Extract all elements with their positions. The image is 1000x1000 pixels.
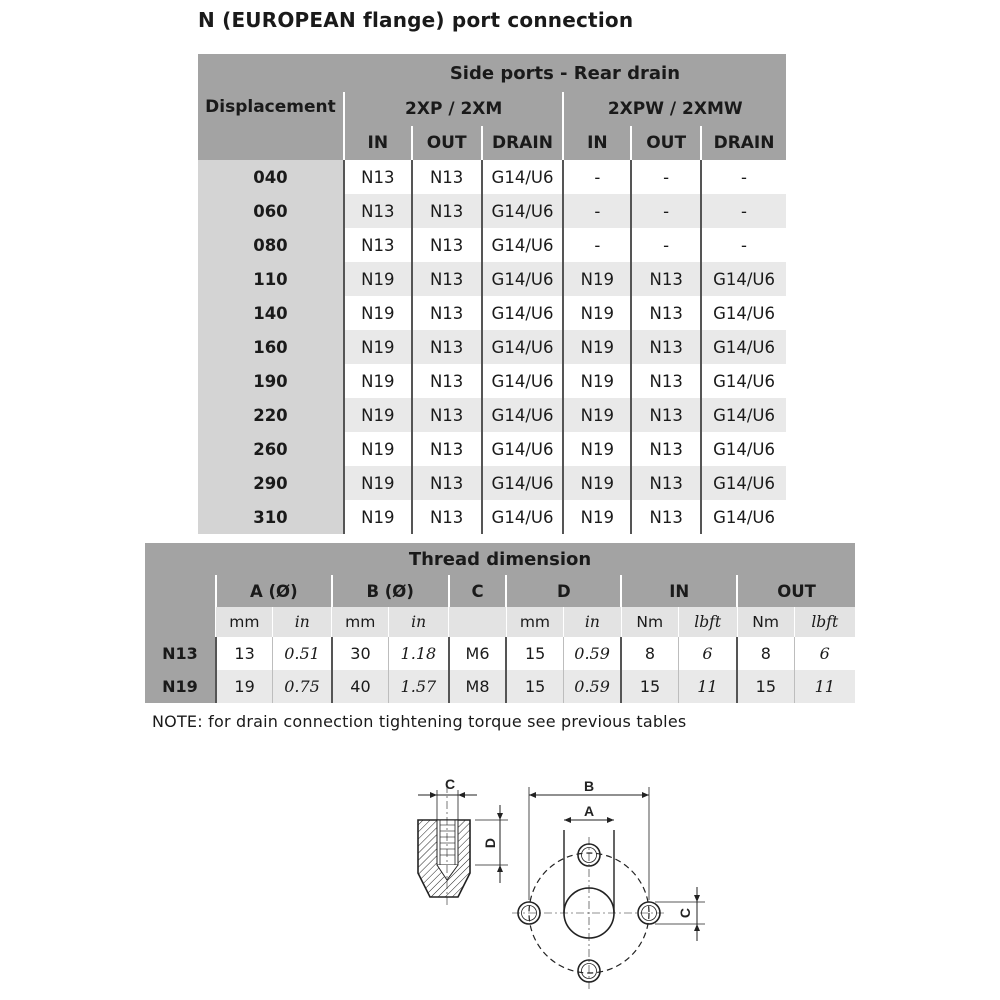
displacement-cell: 140 <box>198 296 344 330</box>
page-title: N (EUROPEAN flange) port connection <box>198 8 634 32</box>
table-cell: 0.51 <box>273 637 332 670</box>
table-cell: 15 <box>621 670 678 703</box>
table-cell: G14/U6 <box>701 398 786 432</box>
table-cell: 40 <box>332 670 389 703</box>
table-cell: N13 <box>412 262 482 296</box>
table-cell: N13 <box>412 330 482 364</box>
table-cell: 0.75 <box>273 670 332 703</box>
displacement-cell: 110 <box>198 262 344 296</box>
table-row <box>198 466 786 500</box>
table-cell: M8 <box>449 670 507 703</box>
table-cell: G14/U6 <box>482 364 564 398</box>
section-view <box>418 776 508 905</box>
table-cell: N19 <box>563 398 631 432</box>
thread-size-cell: N19 <box>145 670 216 703</box>
displacement-header: Displacement <box>198 54 344 160</box>
column-header: DRAIN <box>701 126 786 160</box>
table-cell: 11 <box>678 670 737 703</box>
table-cell: G14/U6 <box>482 432 564 466</box>
table-cell: 1.57 <box>389 670 449 703</box>
column-header: OUT <box>412 126 482 160</box>
table-row <box>198 296 786 330</box>
table-cell: N13 <box>631 466 701 500</box>
table-cell: 15 <box>737 670 794 703</box>
group-2xp-2xm: 2XP / 2XM <box>344 92 564 126</box>
table-cell: N13 <box>631 432 701 466</box>
table-cell: G14/U6 <box>701 296 786 330</box>
displacement-cell: 040 <box>198 160 344 194</box>
table-row <box>198 228 786 262</box>
table-cell: N19 <box>563 432 631 466</box>
table-cell: N13 <box>631 262 701 296</box>
table-cell: N19 <box>344 466 412 500</box>
table-row <box>198 330 786 364</box>
table-row <box>198 432 786 466</box>
table2-caption: Thread dimension <box>145 543 855 575</box>
unit-header: mm <box>332 607 389 637</box>
table-row <box>198 398 786 432</box>
table-cell: 8 <box>621 637 678 670</box>
table-cell: G14/U6 <box>701 262 786 296</box>
column-header: OUT <box>631 126 701 160</box>
displacement-cell: 160 <box>198 330 344 364</box>
table-cell: N13 <box>631 398 701 432</box>
table-cell: G14/U6 <box>701 432 786 466</box>
table-cell: N13 <box>412 228 482 262</box>
table-cell: G14/U6 <box>701 500 786 534</box>
table-cell: - <box>701 194 786 228</box>
unit-header <box>449 607 507 637</box>
table-cell: N13 <box>412 432 482 466</box>
table-cell: G14/U6 <box>482 398 564 432</box>
table-cell: M6 <box>449 637 507 670</box>
table-row <box>198 364 786 398</box>
table-cell: G14/U6 <box>482 262 564 296</box>
displacement-cell: 060 <box>198 194 344 228</box>
table-cell: 13 <box>216 637 273 670</box>
thread-dimension-table <box>145 543 855 703</box>
table-cell: G14/U6 <box>482 296 564 330</box>
unit-header: lbft <box>794 607 855 637</box>
unit-header: in <box>563 607 621 637</box>
table-cell: N13 <box>344 194 412 228</box>
group-out: OUT <box>737 575 855 607</box>
table-cell: - <box>631 160 701 194</box>
table-cell: N13 <box>412 466 482 500</box>
group-a: A (Ø) <box>216 575 332 607</box>
table-cell: N13 <box>412 500 482 534</box>
table-cell: 30 <box>332 637 389 670</box>
table-cell: N19 <box>344 500 412 534</box>
table-cell: N13 <box>631 500 701 534</box>
flange-drawing <box>400 765 710 997</box>
unit-header: in <box>273 607 332 637</box>
table-cell: N13 <box>412 364 482 398</box>
table-cell: N19 <box>563 364 631 398</box>
table-cell: G14/U6 <box>482 500 564 534</box>
group-c: C <box>449 575 507 607</box>
table-row <box>198 194 786 228</box>
table-cell: 1.18 <box>389 637 449 670</box>
table-cell: N19 <box>563 262 631 296</box>
table-cell: N19 <box>563 296 631 330</box>
table-cell: N19 <box>563 466 631 500</box>
table-cell: G14/U6 <box>482 330 564 364</box>
table-cell: G14/U6 <box>701 364 786 398</box>
table-cell: 0.59 <box>563 670 621 703</box>
table-cell: G14/U6 <box>482 466 564 500</box>
dim-label-b: B <box>583 778 595 794</box>
table-cell: G14/U6 <box>482 160 564 194</box>
table-cell: G14/U6 <box>482 194 564 228</box>
group-d: D <box>506 575 621 607</box>
table-cell: 11 <box>794 670 855 703</box>
table-cell: 6 <box>678 637 737 670</box>
unit-header: Nm <box>737 607 794 637</box>
displacement-cell: 290 <box>198 466 344 500</box>
displacement-cell: 080 <box>198 228 344 262</box>
table-cell: G14/U6 <box>701 330 786 364</box>
dim-label-c-top: C <box>444 776 456 792</box>
table-cell: N13 <box>344 160 412 194</box>
front-view <box>512 778 705 989</box>
table-cell: - <box>563 160 631 194</box>
table-cell: N13 <box>631 364 701 398</box>
table-cell: N19 <box>344 296 412 330</box>
table-cell: 6 <box>794 637 855 670</box>
table1-caption: Side ports - Rear drain <box>344 54 786 92</box>
table-cell: N13 <box>412 398 482 432</box>
header-blank <box>145 575 216 637</box>
table-cell: - <box>701 160 786 194</box>
note-text: NOTE: for drain connection tightening torque see previous tables <box>152 712 687 731</box>
displacement-cell: 310 <box>198 500 344 534</box>
unit-header: Nm <box>621 607 678 637</box>
table-cell: N13 <box>412 160 482 194</box>
unit-header: mm <box>216 607 273 637</box>
table-cell: - <box>563 194 631 228</box>
table-cell: G14/U6 <box>482 228 564 262</box>
table-cell: - <box>631 228 701 262</box>
table-row <box>145 637 855 670</box>
table-row <box>198 262 786 296</box>
table-cell: N19 <box>344 364 412 398</box>
displacement-cell: 260 <box>198 432 344 466</box>
table-cell: N19 <box>344 262 412 296</box>
table-row <box>198 500 786 534</box>
group-in: IN <box>621 575 737 607</box>
table-cell: 8 <box>737 637 794 670</box>
table-cell: N13 <box>631 330 701 364</box>
table-cell: 19 <box>216 670 273 703</box>
table-cell: N13 <box>412 296 482 330</box>
dim-label-d: D <box>482 837 498 849</box>
thread-size-cell: N13 <box>145 637 216 670</box>
table-row <box>145 670 855 703</box>
table-cell: N19 <box>563 330 631 364</box>
table-cell: N13 <box>631 296 701 330</box>
table-cell: N19 <box>344 432 412 466</box>
table-cell: 0.59 <box>563 637 621 670</box>
group-b: B (Ø) <box>332 575 449 607</box>
column-header: IN <box>344 126 412 160</box>
dim-label-c-side: C <box>677 907 693 919</box>
table-row <box>198 160 786 194</box>
unit-header: in <box>389 607 449 637</box>
table-cell: N13 <box>412 194 482 228</box>
unit-header: mm <box>506 607 563 637</box>
table-cell: 15 <box>506 670 563 703</box>
table-cell: - <box>701 228 786 262</box>
displacement-cell: 220 <box>198 398 344 432</box>
displacement-cell: 190 <box>198 364 344 398</box>
group-2xpw-2xmw: 2XPW / 2XMW <box>563 92 786 126</box>
dim-label-a: A <box>583 803 595 819</box>
port-connection-table <box>198 54 786 534</box>
table-cell: N19 <box>344 398 412 432</box>
table-cell: N13 <box>344 228 412 262</box>
table-cell: - <box>563 228 631 262</box>
column-header: IN <box>563 126 631 160</box>
table-cell: G14/U6 <box>701 466 786 500</box>
table-cell: N19 <box>563 500 631 534</box>
table-cell: - <box>631 194 701 228</box>
column-header: DRAIN <box>482 126 564 160</box>
table-cell: N19 <box>344 330 412 364</box>
table-cell: 15 <box>506 637 563 670</box>
unit-header: lbft <box>678 607 737 637</box>
